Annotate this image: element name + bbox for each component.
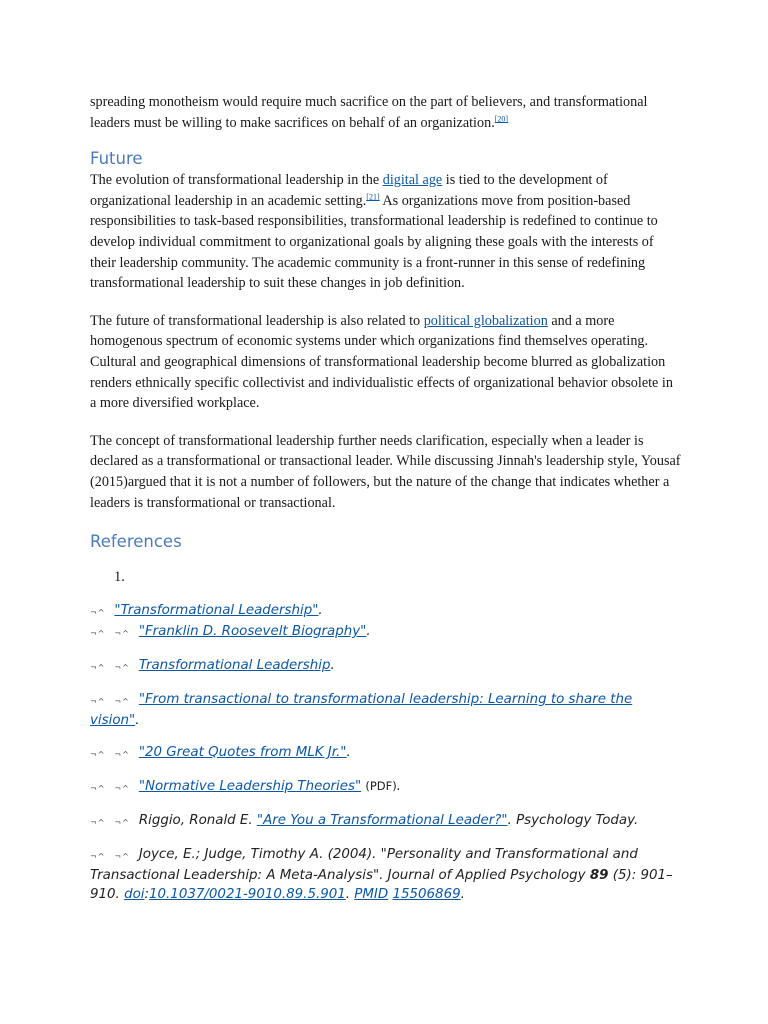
- caret-icon[interactable]: ¬^: [114, 818, 130, 828]
- caret-icon[interactable]: ¬^: [90, 697, 106, 707]
- caret-icon[interactable]: ¬^: [114, 697, 130, 707]
- reference-item: ¬^ "Transformational Leadership".: [90, 603, 323, 619]
- caret-icon[interactable]: ¬^: [114, 784, 130, 794]
- doi-label-link[interactable]: doi: [124, 887, 145, 903]
- reference-link[interactable]: Transformational Leadership: [138, 658, 331, 674]
- reference-link[interactable]: "Transformational Leadership": [114, 603, 319, 619]
- caret-icon[interactable]: ¬^: [90, 750, 106, 760]
- future-paragraph-2: The future of transformational leadership is also related to political globalization and a more homogenous spectrum of economic systems under which organizations find themselves operating. Cultural and geographical dimensions of transformational leadership become blurred as globalization renders ethnically specific collectivist and individualistic effects of organizational behavior obsolete in a more diversified workplace.: [90, 312, 673, 412]
- reference-link[interactable]: "Are You a Transformational Leader?": [256, 813, 508, 829]
- references-list: [90, 601, 682, 904]
- future-heading: Future: [90, 149, 143, 169]
- document-page: [90, 92, 682, 904]
- reference-item: ¬^ ¬^ Joyce, E.; Judge, Timothy A. (2004). "Personality and Transformational and Transactional Leadership: A Meta-Analysis". Journal of Applied Psychology 89 (5): 901–910. doi:10.1037/0021-9010.89.5.901. PMID 15506869.: [90, 847, 673, 903]
- future-paragraph-3: The concept of transformational leadership further needs clarification, especially when a leader is declared as a transformational or transactional leader. While discussing Jinnah's leadership style, Yousaf (2015)argued that it is not a number of followers, but the nature of the change that indicates whether a leaders is transformational or transactional.: [90, 432, 681, 511]
- caret-icon[interactable]: ¬^: [114, 750, 130, 760]
- reference-item: ¬^ ¬^ "From transactional to transformational leadership: Learning to share the vision".: [90, 692, 633, 729]
- reference-item: ¬^ ¬^ Riggio, Ronald E. "Are You a Transformational Leader?". Psychology Today.: [90, 813, 639, 829]
- political-globalization-link[interactable]: political globalization: [423, 312, 548, 329]
- references-heading: References: [90, 532, 182, 552]
- reference-item: ¬^ ¬^ "20 Great Quotes from MLK Jr.".: [90, 745, 351, 761]
- pdf-label: (PDF): [365, 779, 397, 794]
- caret-icon[interactable]: ¬^: [90, 608, 106, 618]
- reference-item: ¬^ ¬^ "Normative Leadership Theories" (PDF).: [90, 779, 402, 795]
- caret-icon[interactable]: ¬^: [90, 784, 106, 794]
- reference-number: 1.: [114, 569, 125, 586]
- pmid-label-link[interactable]: PMID: [354, 887, 389, 903]
- reference-link[interactable]: "From transactional to transformational leadership: Learning to share the vision": [90, 692, 633, 729]
- intro-paragraph: [90, 92, 682, 133]
- caret-icon[interactable]: ¬^: [90, 818, 106, 828]
- doi-value-link[interactable]: 10.1037/0021-9010.89.5.901: [149, 887, 346, 903]
- reference-link[interactable]: "Franklin D. Roosevelt Biography": [138, 624, 367, 640]
- pmid-value-link[interactable]: 15506869: [392, 887, 461, 903]
- caret-icon[interactable]: ¬^: [114, 629, 130, 639]
- journal-volume: 89: [589, 868, 609, 884]
- caret-icon[interactable]: ¬^: [90, 629, 106, 639]
- reference-item: ¬^ ¬^ "Franklin D. Roosevelt Biography".: [90, 624, 371, 640]
- caret-icon[interactable]: ¬^: [90, 852, 106, 862]
- reference-link[interactable]: "Normative Leadership Theories": [138, 779, 362, 795]
- citation-20-link[interactable]: [20]: [494, 113, 509, 123]
- reference-link[interactable]: "20 Great Quotes from MLK Jr.": [138, 745, 347, 761]
- reference-item: ¬^ ¬^ Transformational Leadership.: [90, 658, 335, 674]
- caret-icon[interactable]: ¬^: [114, 852, 130, 862]
- citation-21-link[interactable]: [21]: [366, 192, 380, 202]
- caret-icon[interactable]: ¬^: [114, 663, 130, 673]
- caret-icon[interactable]: ¬^: [90, 663, 106, 673]
- digital-age-link[interactable]: digital age: [382, 172, 443, 189]
- intro-text: spreading monotheism would require much sacrifice on the part of believers, and transformational leaders must be willing to make sacrifices on behalf of an organization.: [90, 94, 648, 131]
- future-paragraph-1: The evolution of transformational leadership in the digital age is tied to the development of organizational leadership in an academic setting.[21] As organizations move from position-based responsibilities to task-based responsibilities, transformational leadership is redefined to continue to develop individual commitment to organizational goals by aligning these goals with the interests of their leadership community. The academic community is a front-runner in this sense of redefining transformational leadership to suit these changes in job definition.: [90, 172, 658, 292]
